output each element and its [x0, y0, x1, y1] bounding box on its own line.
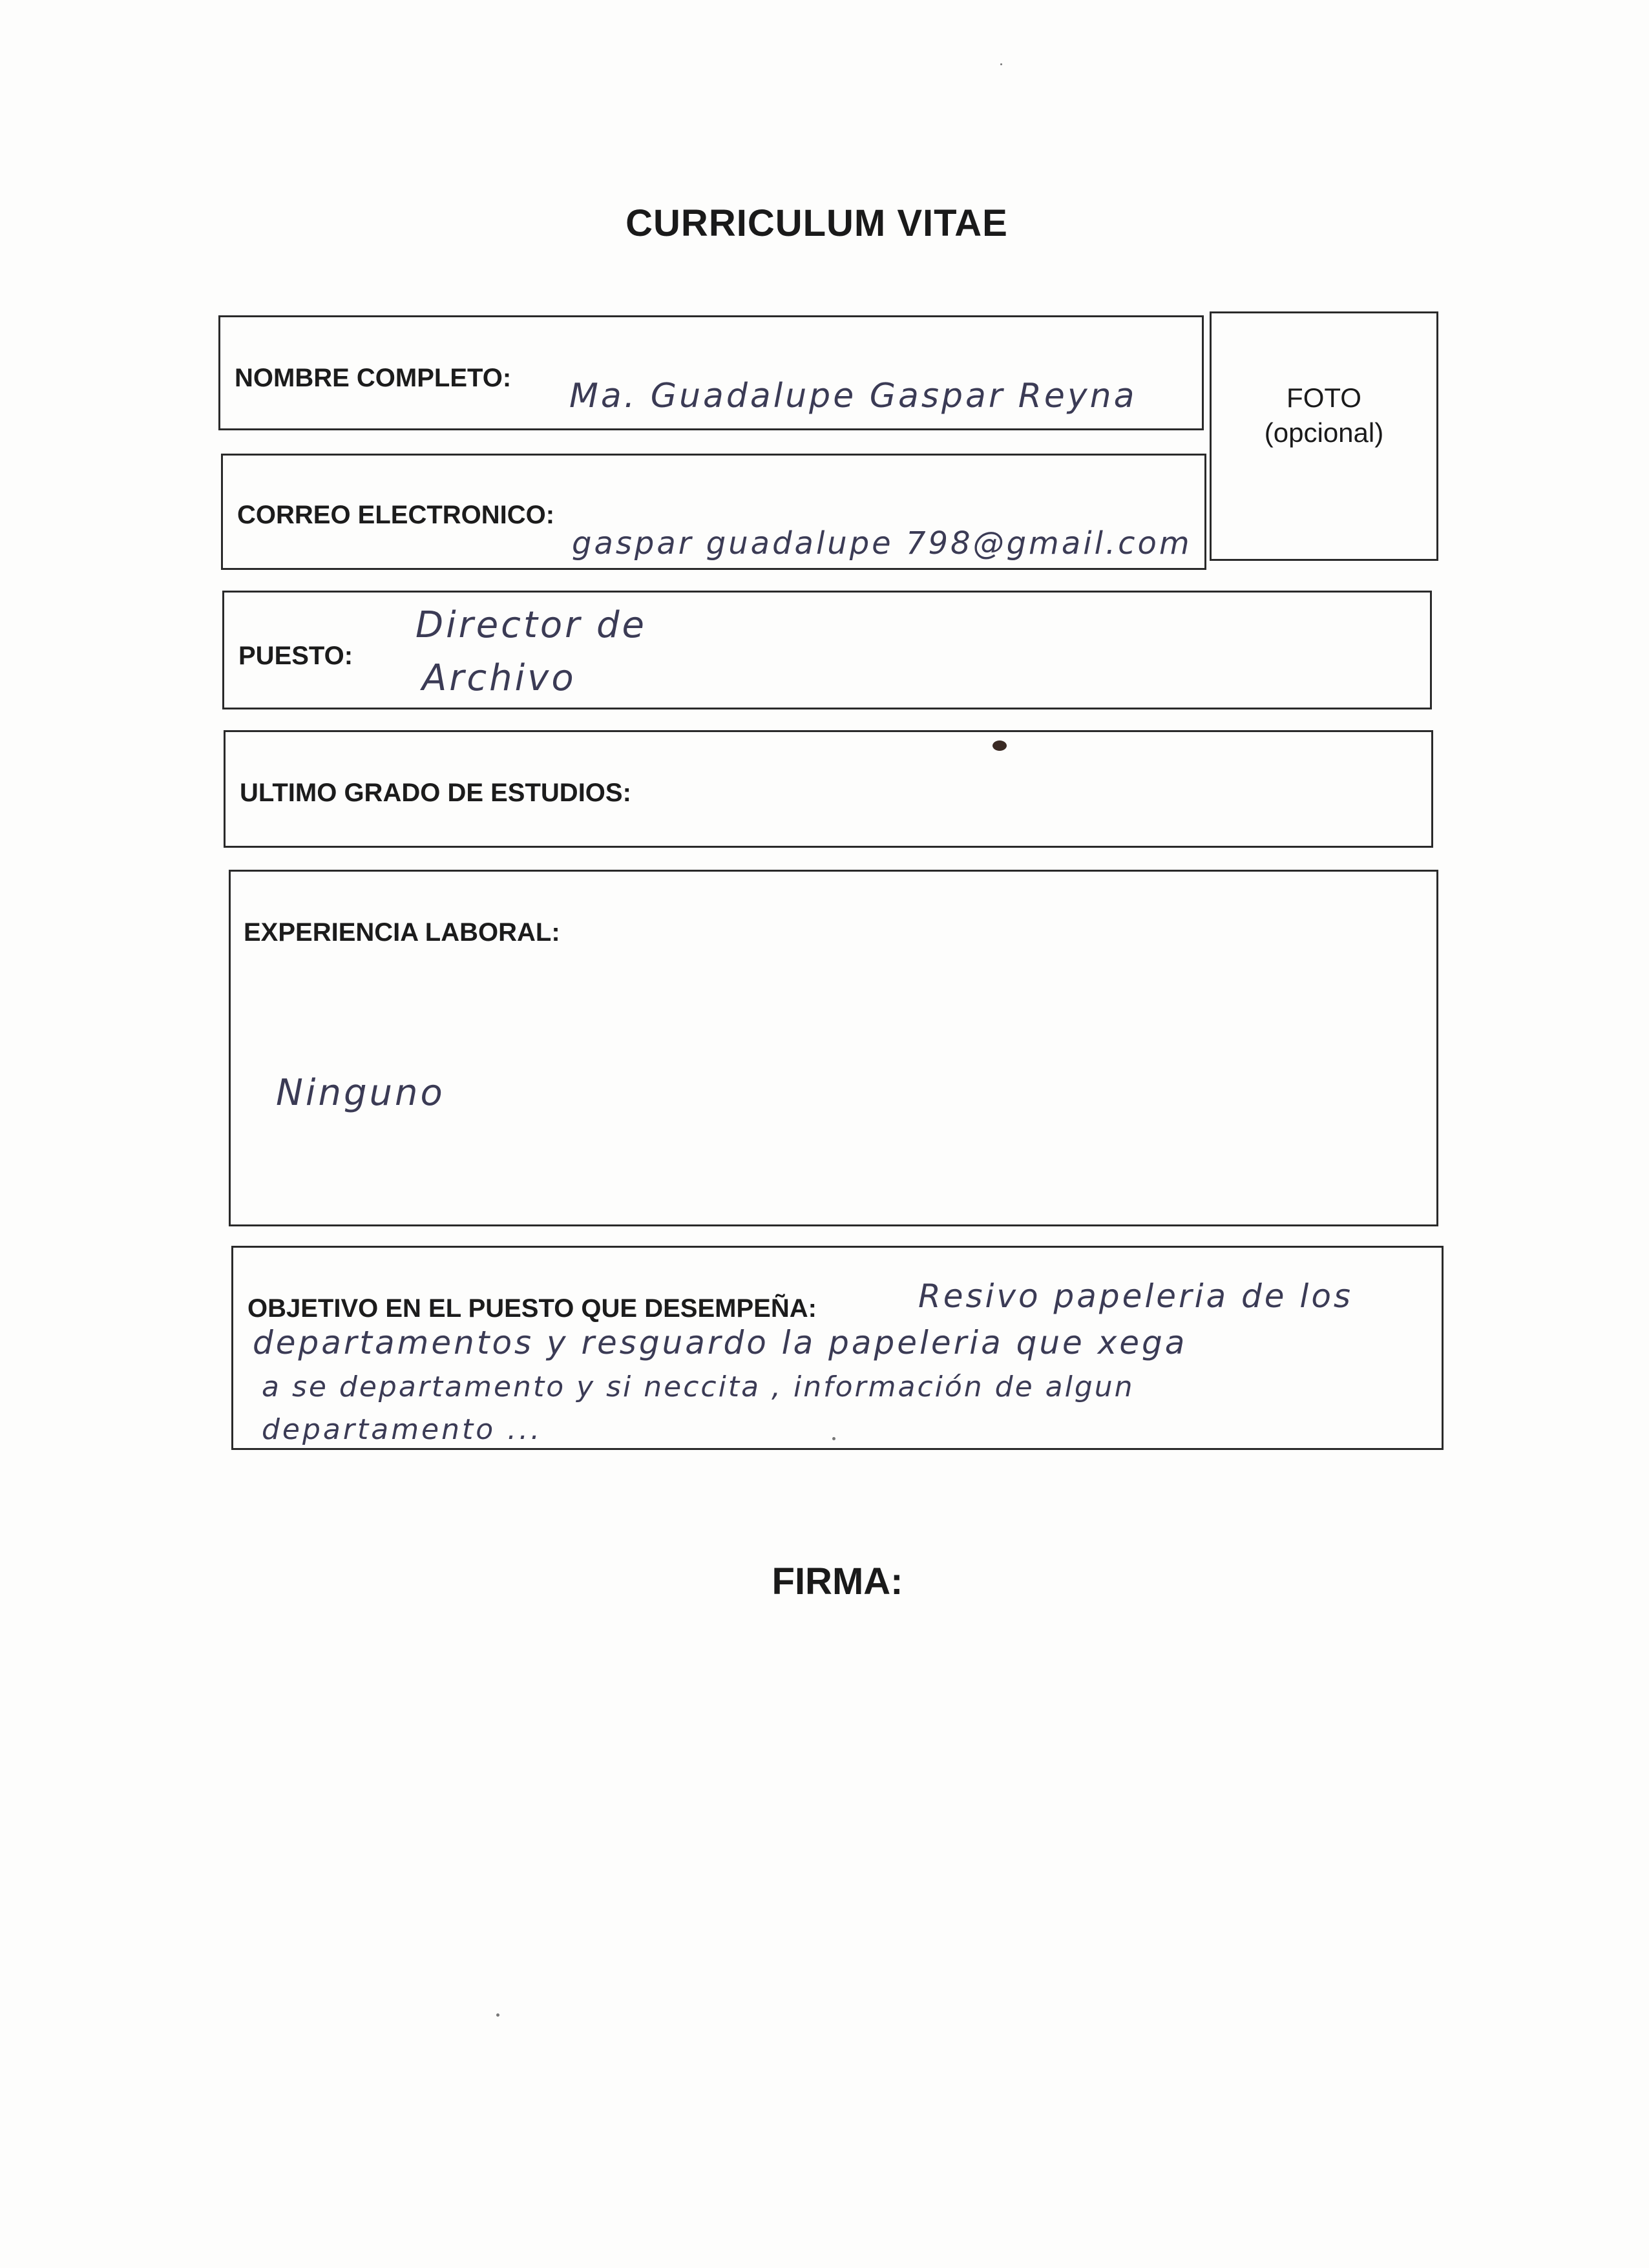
page-title: CURRICULUM VITAE — [625, 202, 1008, 244]
scan-dot — [1000, 63, 1002, 65]
correo-value[interactable]: gaspar guadalupe 798@gmail.com — [572, 525, 1192, 562]
estudios-label: ULTIMO GRADO DE ESTUDIOS: — [240, 779, 631, 807]
experiencia-label: EXPERIENCIA LABORAL: — [244, 918, 560, 947]
objetivo-label: OBJETIVO EN EL PUESTO QUE DESEMPEÑA: — [247, 1294, 817, 1323]
scan-dot — [496, 2013, 499, 2017]
puesto-field-box — [222, 591, 1432, 709]
objetivo-value-line4[interactable]: departamento ... — [262, 1413, 543, 1446]
correo-field-box — [221, 454, 1206, 570]
scan-dot — [832, 1437, 835, 1440]
objetivo-field-box — [231, 1246, 1444, 1450]
nombre-field-box — [218, 315, 1204, 430]
experiencia-field-box — [229, 870, 1438, 1226]
objetivo-value-line2[interactable]: departamentos y resguardo la papeleria que xega — [253, 1324, 1188, 1361]
ink-spot — [993, 740, 1007, 751]
correo-label: CORREO ELECTRONICO: — [237, 501, 555, 529]
puesto-value-line1[interactable]: Director de — [415, 604, 647, 646]
nombre-value[interactable]: Ma. Guadalupe Gaspar Reyna — [569, 377, 1137, 415]
photo-box-label — [1212, 381, 1436, 450]
puesto-value-line2[interactable]: Archivo — [422, 657, 576, 699]
nombre-label: NOMBRE COMPLETO: — [235, 364, 512, 392]
objetivo-value-line1[interactable]: Resivo papeleria de los — [918, 1277, 1353, 1315]
photo-label-line2: (opcional) — [1264, 417, 1384, 448]
experiencia-value[interactable]: Ninguno — [276, 1072, 445, 1114]
photo-box — [1210, 311, 1438, 561]
objetivo-value-line3[interactable]: a se departamento y si neccita , información de algun — [262, 1370, 1135, 1403]
photo-label-line1: FOTO — [1287, 383, 1361, 413]
puesto-label: PUESTO: — [238, 642, 353, 670]
firma-label: FIRMA: — [772, 1560, 903, 1602]
estudios-field-box — [224, 730, 1433, 848]
